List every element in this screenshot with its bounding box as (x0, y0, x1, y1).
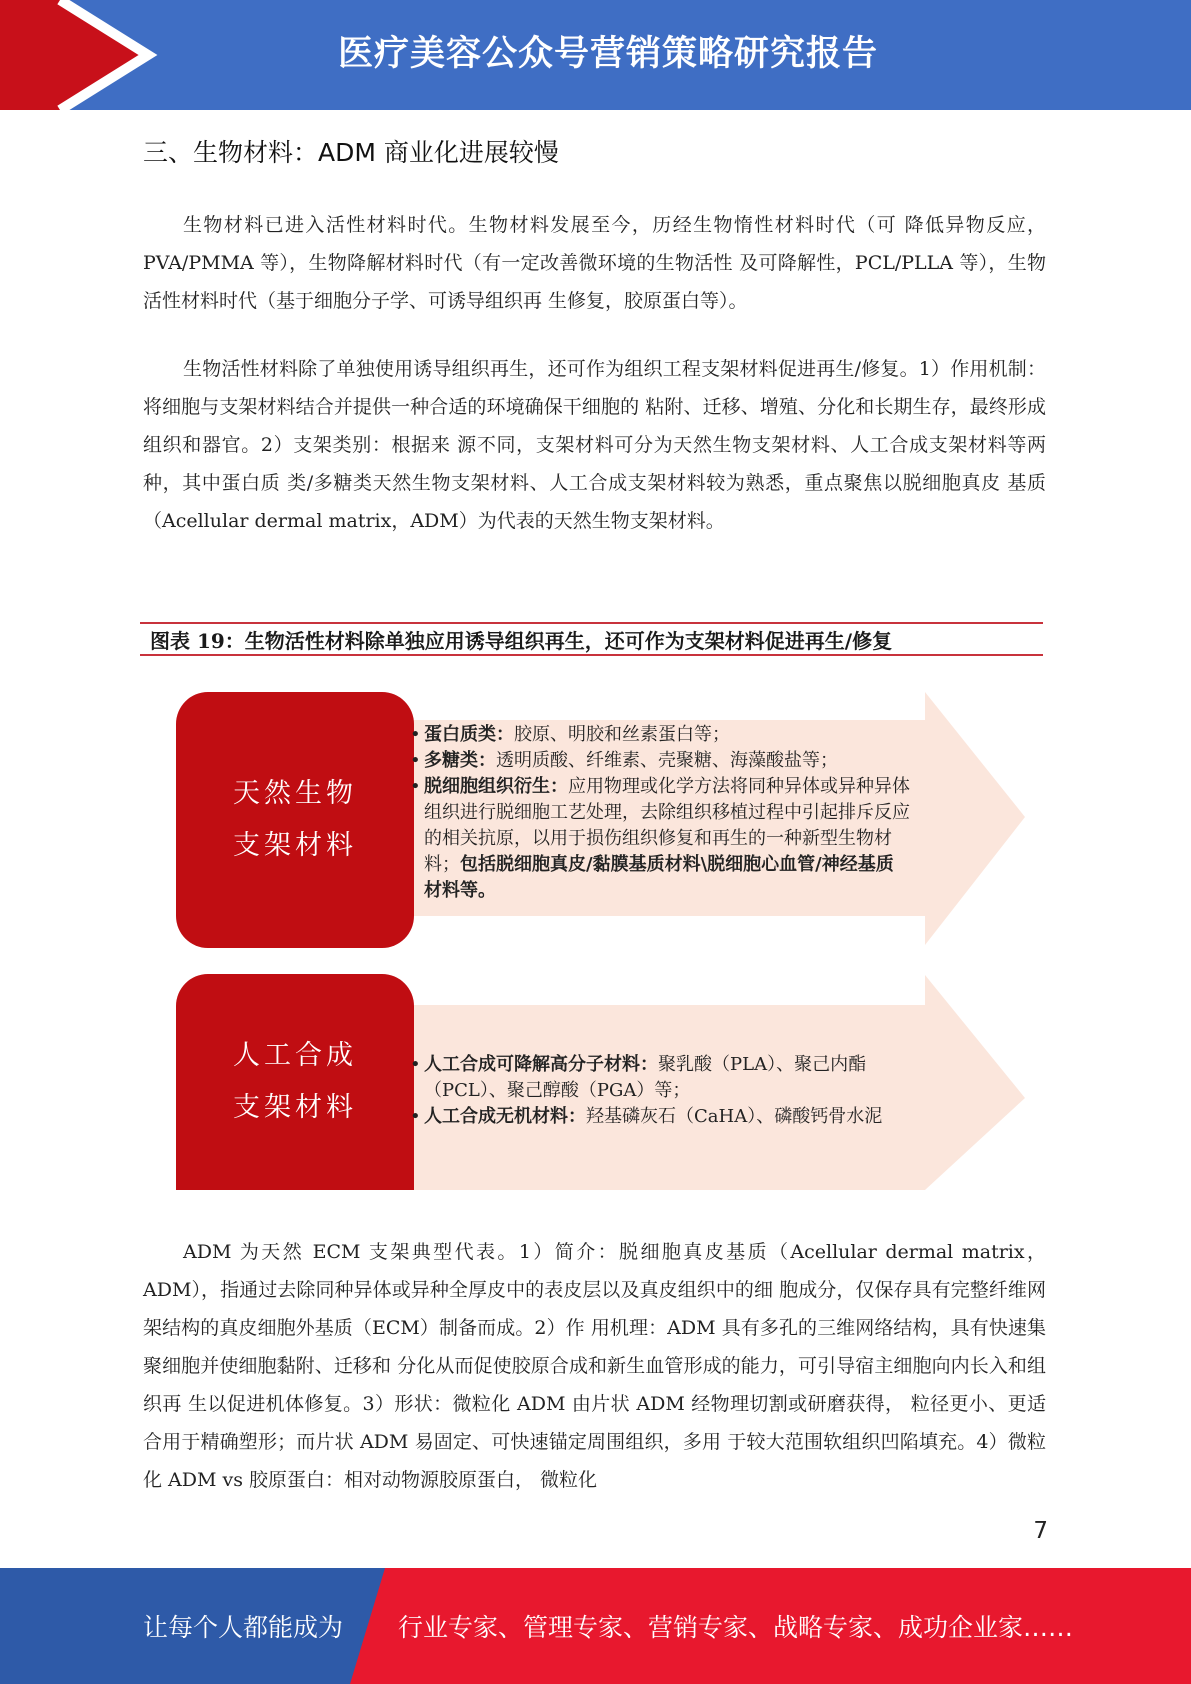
natural-box-line2: 支架材料 (233, 830, 357, 861)
item-text: 透明质酸、纤维素、壳聚糖、海藻酸盐等； (496, 750, 838, 771)
paragraph-adm-overview: ADM 为天然 ECM 支架典型代表。1）简介：脱细胞真皮基质（Acellular dermal matrix，ADM），指通过去除同种异体或异种全厚皮中的表皮层以及真皮组织中的细 胞成分，仅保存具有完整纤维网架结构的真皮细胞外基质（ECM）制备而成。2）作 用机理：ADM 具有多孔的三维网络结构，具有快速集聚细胞并使细胞黏附、迁移和 分化从而促使胶原合成和新生血管形成的能力，可引导宿主细胞向内长入和组织再 生以促进机体修复。3）形状：微粒化 ADM 由片状 ADM 经物理切割或研磨获得， 粒径更小、更适合用于精确塑形；而片状 ADM 易固定、可快速锚定周围组织，多用 于较大范围软组织凹陷填充。4）微粒化 ADM vs 胶原蛋白：相对动物源胶原蛋白， 微粒化 (143, 1241, 1046, 1491)
item-label: 多糖类： (424, 750, 496, 771)
footer-slogan-right: 行业专家、管理专家、营销专家、战略专家、成功企业家…… (398, 1613, 1074, 1642)
item-text: 聚乳酸（PLA）、聚己内酯（PCL）、聚己醇酸（PGA）等； (424, 1054, 867, 1101)
item-text: 羟基磷灰石（CaHA）、磷酸钙骨水泥 (586, 1106, 883, 1127)
section-title: 三、生物材料：ADM 商业化进展较慢 (143, 138, 559, 167)
list-item (410, 1052, 910, 1104)
header-title: 医疗美容公众号营销策略研究报告 (337, 34, 878, 74)
list-item (410, 748, 910, 774)
paragraph-bio-material-era: 生物材料已进入活性材料时代。生物材料发展至今，历经生物惰性材料时代（可 降低异物反应，PVA/PMMA 等），生物降解材料时代（有一定改善微环境的生物活性 及可降解性，PCL/PLLA 等），生物活性材料时代（基于细胞分子学、可诱导组织再 生修复，胶原蛋白等）。 (143, 214, 1046, 312)
synthetic-scaffold-list (410, 1052, 910, 1130)
natural-scaffold-box (176, 692, 414, 948)
item-label: 人工合成可降解高分子材料： (424, 1054, 658, 1075)
paragraph-scaffold-materials: 生物活性材料除了单独使用诱导组织再生，还可作为组织工程支架材料促进再生/修复。1）作用机制：将细胞与支架材料结合并提供一种合适的环境确保干细胞的 粘附、迁移、增殖、分化和长期生存，最终形成组织和器官。2）支架类别：根据来 源不同，支架材料可分为天然生物支架材料、人工合成支架材料等两种，其中蛋白质 类/多糖类天然生物支架材料、人工合成支架材料较为熟悉，重点聚焦以脱细胞真皮 基质（Acellular dermal matrix，ADM）为代表的天然生物支架材料。 (143, 358, 1046, 532)
item-emphasis: 包括脱细胞真皮/黏膜基质材料\脱细胞心血管/神经基质材料等。 (424, 854, 894, 901)
item-text: 应用物理或化学方法将同种异体或异种异体组织进行脱细胞工艺处理，去除组织移植过程中引起排斥反应的相关抗原，以用于损伤组织修复和再生的一种新型生物材料； (424, 776, 910, 875)
natural-scaffold-list (410, 722, 910, 904)
synthetic-scaffold-box (176, 974, 414, 1190)
figure-caption: 图表 19：生物活性材料除单独应用诱导组织再生，还可作为支架材料促进再生/修复 (140, 622, 1043, 656)
natural-box-line1: 天然生物 (233, 778, 357, 809)
item-label: 人工合成无机材料： (424, 1106, 586, 1127)
list-item (410, 722, 910, 748)
list-item (410, 774, 910, 904)
page-header (0, 0, 1191, 110)
synthetic-box-line1: 人工合成 (233, 1040, 357, 1071)
footer-slogan-left: 让每个人都能成为 (143, 1613, 344, 1642)
page-footer (0, 1568, 1191, 1684)
page-number: 7 (1033, 1518, 1048, 1544)
item-label: 脱细胞组织衍生： (424, 776, 568, 797)
synthetic-box-line2: 支架材料 (233, 1092, 357, 1123)
item-text: 胶原、明胶和丝素蛋白等； (514, 724, 730, 745)
list-item (410, 1104, 910, 1130)
scaffold-diagram (170, 690, 1030, 1190)
item-label: 蛋白质类： (424, 724, 514, 745)
